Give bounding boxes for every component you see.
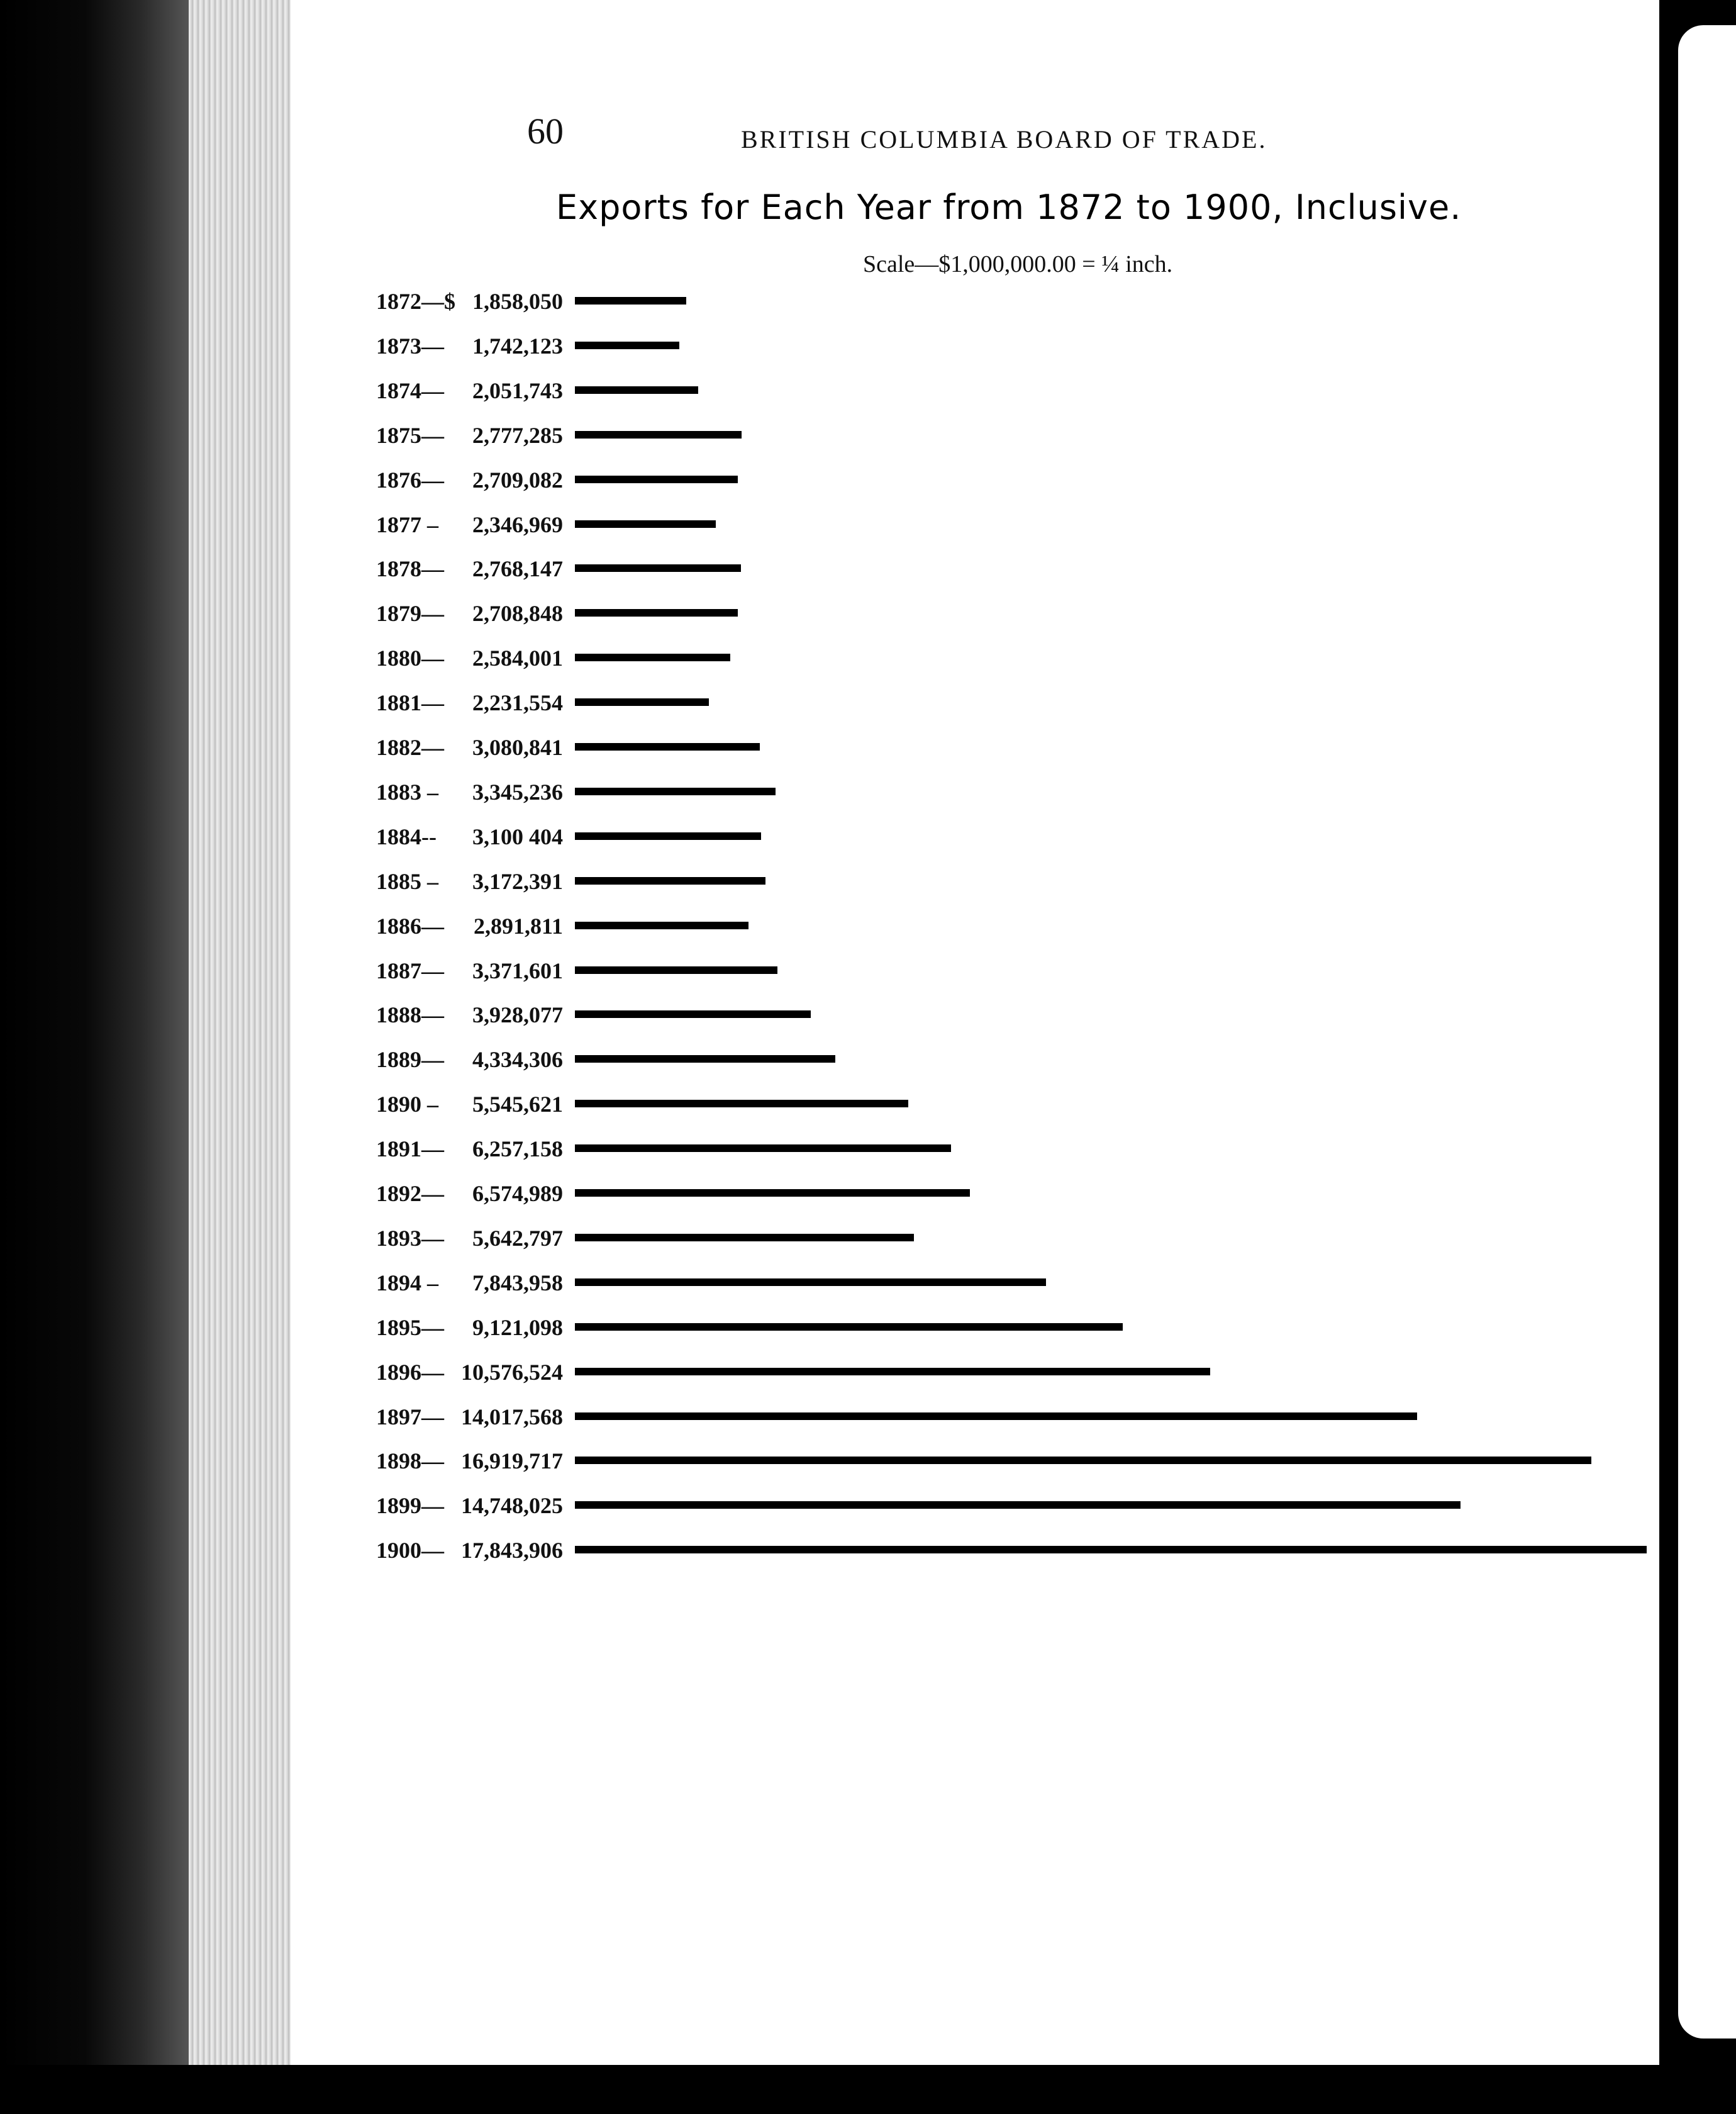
year-label: 1876— [376, 467, 444, 493]
chart-row [0, 288, 1635, 326]
chart-row [0, 600, 1635, 638]
facing-page-edge [1678, 25, 1736, 2038]
export-bar [575, 877, 765, 885]
year-label: 1880— [376, 646, 444, 671]
value-label: 3,345,236 [472, 779, 563, 805]
chart-row [0, 1448, 1635, 1485]
year-label: 1893— [376, 1225, 444, 1251]
export-bar [575, 297, 686, 305]
export-bar [575, 609, 738, 617]
value-label: 16,919,717 [461, 1448, 563, 1474]
value-label: 1,858,050 [472, 289, 563, 314]
year-label: 1878— [376, 556, 444, 582]
year-label: 1895— [376, 1314, 444, 1340]
chart-row [0, 1359, 1635, 1397]
chart-row [0, 1537, 1635, 1575]
chart-row [0, 1270, 1635, 1307]
year-label: 1889— [376, 1047, 444, 1073]
year-label: 1892— [376, 1181, 444, 1206]
value-label: 3,080,841 [472, 735, 563, 760]
year-label: 1886— [376, 913, 444, 939]
year-label: 1879— [376, 601, 444, 627]
export-bar [575, 1368, 1210, 1375]
chart-row [0, 824, 1635, 861]
export-bar [575, 476, 738, 483]
value-label: 2,777,285 [472, 422, 563, 448]
chart-row [0, 556, 1635, 593]
export-bar [575, 1323, 1123, 1331]
year-label: 1883 – [376, 779, 438, 805]
chart-row [0, 1091, 1635, 1129]
value-label: 3,928,077 [472, 1002, 563, 1028]
value-label: 3,371,601 [472, 958, 563, 983]
chart-row [0, 958, 1635, 995]
year-label: 1890 – [376, 1092, 438, 1117]
chart-row [0, 1002, 1635, 1039]
value-label: 2,584,001 [472, 646, 563, 671]
year-label: 1894 – [376, 1270, 438, 1295]
value-label: 2,768,147 [472, 556, 563, 582]
export-bar [575, 788, 776, 795]
year-label: 1875— [376, 422, 444, 448]
chart-row [0, 868, 1635, 906]
value-label: 2,051,743 [472, 378, 563, 403]
export-bar [575, 1100, 908, 1107]
year-label: 1884-- [376, 824, 437, 849]
chart-row [0, 422, 1635, 460]
chart-row [0, 333, 1635, 371]
value-label: 3,100 404 [472, 824, 563, 849]
year-label: 1899— [376, 1493, 444, 1519]
year-label: 1900— [376, 1538, 444, 1563]
chart-row [0, 1404, 1635, 1441]
year-label: 1873— [376, 333, 444, 359]
chart-row [0, 1492, 1635, 1530]
page-number: 60 [527, 111, 564, 152]
value-label: 7,843,958 [472, 1270, 563, 1295]
export-bar [575, 386, 698, 394]
export-bar [575, 1278, 1046, 1286]
value-label: 3,172,391 [472, 868, 563, 894]
value-label: 17,843,906 [461, 1538, 563, 1563]
export-bar [575, 1144, 951, 1152]
export-bar [575, 564, 741, 572]
value-label: 2,891,811 [473, 913, 563, 939]
value-label: 14,748,025 [461, 1493, 563, 1519]
chart-row [0, 645, 1635, 683]
value-label: 2,708,848 [472, 601, 563, 627]
year-label: 1888— [376, 1002, 444, 1028]
chart-row [0, 467, 1635, 505]
value-label: 4,334,306 [472, 1047, 563, 1073]
chart-row [0, 690, 1635, 727]
export-bar [575, 1055, 835, 1063]
year-label: 1898— [376, 1448, 444, 1474]
value-label: 2,709,082 [472, 467, 563, 493]
value-label: 6,574,989 [472, 1181, 563, 1206]
chart-row [0, 1314, 1635, 1352]
export-bar [575, 1457, 1591, 1464]
year-label: 1885 – [376, 868, 438, 894]
chart-row [0, 378, 1635, 415]
export-bar [575, 431, 742, 439]
year-label: 1881— [376, 690, 444, 716]
value-label: 9,121,098 [472, 1314, 563, 1340]
chart-row [0, 913, 1635, 951]
year-label: 1896— [376, 1359, 444, 1385]
value-label: 2,231,554 [472, 690, 563, 716]
export-bar [575, 1412, 1417, 1420]
export-bar [575, 698, 709, 706]
export-bar [575, 1189, 970, 1197]
chart-row [0, 1136, 1635, 1173]
value-label: 2,346,969 [472, 512, 563, 537]
export-bar [575, 743, 760, 751]
chart-row [0, 734, 1635, 772]
running-head: BRITISH COLUMBIA BOARD OF TRADE. [741, 125, 1267, 154]
chart-scale-note: Scale—$1,000,000.00 = ¼ inch. [863, 251, 1173, 277]
value-label: 5,545,621 [472, 1092, 563, 1117]
year-label: 1882— [376, 735, 444, 760]
chart-row [0, 1180, 1635, 1218]
value-label: 6,257,158 [472, 1136, 563, 1162]
export-bar [575, 342, 679, 349]
year-label: 1877 – [376, 512, 438, 537]
chart-row [0, 1046, 1635, 1084]
chart-title: Exports for Each Year from 1872 to 1900, Inclusive. [556, 187, 1462, 227]
value-label: 5,642,797 [472, 1225, 563, 1251]
chart-row [0, 779, 1635, 817]
export-bar [575, 1234, 914, 1241]
bottom-shadow [0, 2065, 1736, 2114]
year-label: 1874— [376, 378, 444, 403]
export-bar [575, 832, 761, 840]
export-bar [575, 520, 716, 528]
year-label: 1872—$ [376, 289, 455, 314]
export-bar [575, 966, 777, 974]
value-label: 14,017,568 [461, 1404, 563, 1429]
export-bar [575, 654, 730, 661]
export-bar [575, 1010, 811, 1018]
year-label: 1897— [376, 1404, 444, 1429]
year-label: 1891— [376, 1136, 444, 1162]
value-label: 1,742,123 [472, 333, 563, 359]
export-bar [575, 1501, 1461, 1509]
year-label: 1887— [376, 958, 444, 983]
export-bar [575, 922, 748, 929]
chart-row [0, 1225, 1635, 1263]
value-label: 10,576,524 [461, 1359, 563, 1385]
chart-row [0, 512, 1635, 549]
export-bar [575, 1546, 1647, 1553]
